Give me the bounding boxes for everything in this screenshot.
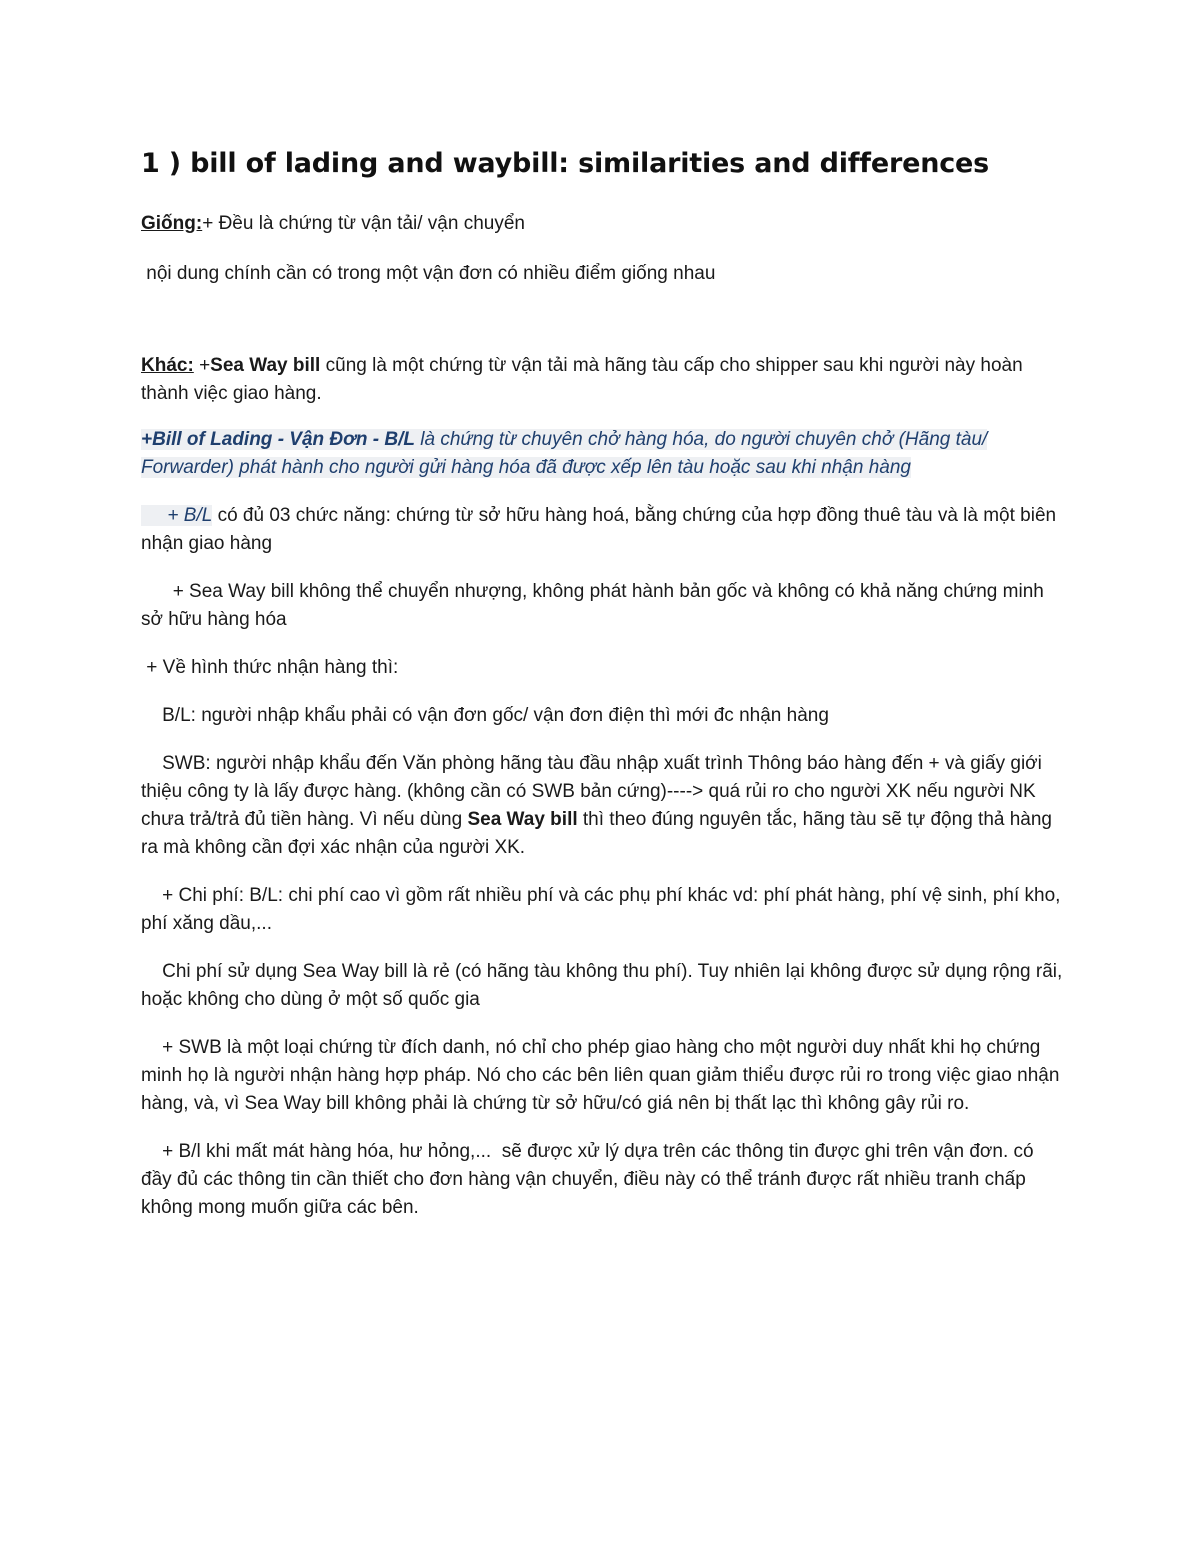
receipt-heading: + Về hình thức nhận hàng thì: [141, 657, 399, 678]
cost-bl-paragraph: + Chi phí: B/L: chi phí cao vì gồm rất nhiều phí và các phụ phí khác vd: phí phát hàng, phí vệ sinh, phí kho, phí xăng dầu,... [141, 885, 1066, 934]
bill-of-lading-definition-text: là chứng từ chuyên chở hàng hóa, do người chuyên chở (Hãng tàu/ Forwarder) phát hành cho người gửi hàng hóa đã được xếp lên tàu hoặc sau khi nhận hàng [141, 429, 988, 478]
bl-functions-paragraph [141, 502, 1066, 558]
receipt-swb-term: Sea Way bill [467, 809, 578, 830]
bl-functions-text: có đủ 03 chức năng: chứng từ sở hữu hàng hoá, bằng chứng của hợp đồng thuê tàu và là một biên nhận giao hàng [141, 505, 1057, 554]
cost-swb-paragraph: Chi phí sử dụng Sea Way bill là rẻ (có hãng tàu không thu phí). Tuy nhiên lại không được sử dụng rộng rãi, hoặc không cho dùng ở một số quốc gia [141, 961, 1068, 1010]
bill-of-lading-definition-highlight [141, 429, 987, 478]
page-title: 1 ) bill of lading and waybill: similarities and differences [141, 148, 990, 179]
differences-plus: + [193, 355, 211, 376]
bill-of-lading-definition [141, 426, 1066, 482]
bl-loss-paragraph: + B/l khi mất mát hàng hóa, hư hỏng,... sẽ được xử lý dựa trên các thông tin được ghi trên vận đơn. có đầy đủ các thông tin cần thiết cho đơn hàng vận chuyển, điều này có thể tránh được rất nhiều tranh chấp không mong muốn giữa các bên. [141, 1141, 1039, 1218]
similarities-paragraph-2: nội dung chính cần có trong một vận đơn có nhiều điểm giống nhau [141, 263, 716, 284]
differences-text: cũng là một chứng từ vận tải mà hãng tàu cấp cho shipper sau khi người này hoàn thành việc giao hàng. [141, 355, 1023, 404]
sea-way-bill-term: Sea Way bill [210, 355, 321, 376]
bl-functions-marker: + B/L [141, 505, 213, 526]
receipt-swb-paragraph [141, 750, 1066, 862]
swb-transfer-paragraph: + Sea Way bill không thể chuyển nhượng, không phát hành bản gốc và không có khả năng chứng minh sở hữu hàng hóa [141, 581, 1050, 630]
differences-label: Khác: [141, 355, 194, 376]
similarities-label: Giống: [141, 213, 203, 234]
swb-named-paragraph: + SWB là một loại chứng từ đích danh, nó chỉ cho phép giao hàng cho một người duy nhất khi họ chứng minh họ là người nhận hàng hợp pháp. Nó cho các bên liên quan giảm thiểu được rủi ro trong việc giao nhận hàng, và, vì Sea Way bill không phải là chứng từ sở hữu/có giá nên bị thất lạc thì không gây rủi ro. [141, 1037, 1065, 1114]
similarities-paragraph [141, 210, 1066, 238]
bill-of-lading-term: +Bill of Lading - Vận Đơn - B/L [141, 429, 415, 450]
similarities-text: + Đều là chứng từ vận tải/ vận chuyển [202, 213, 525, 234]
receipt-bl-paragraph: B/L: người nhập khẩu phải có vận đơn gốc/ vận đơn điện thì mới đc nhận hàng [141, 705, 829, 726]
receipt-swb-text-before: SWB: người nhập khẩu đến Văn phòng hãng tàu đầu nhập xuất trình Thông báo hàng đến + và giấy giới thiệu công ty là lấy được hàng. (không cần có SWB bản cứng)----> quá rủi ro cho người XK nếu người NK chưa trả/trả đủ tiền hàng. Vì nếu dùng [141, 753, 1048, 830]
document-body [141, 140, 1066, 1222]
differences-paragraph [141, 352, 1066, 408]
receipt-swb-text-after: thì theo đúng nguyên tắc, hãng tàu sẽ tự động thả hàng ra mà không cần đợi xác nhận của người XK. [141, 809, 1058, 858]
